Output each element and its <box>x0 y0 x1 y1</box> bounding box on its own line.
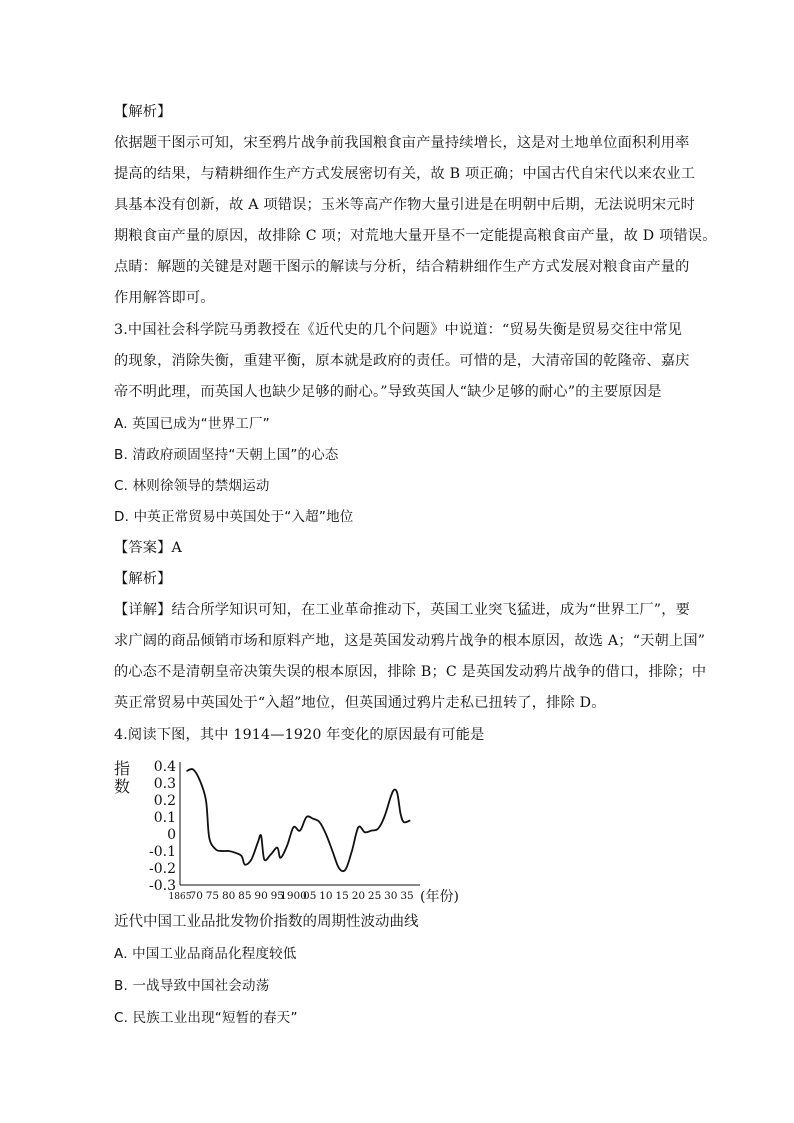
question-3-option-b: B. 清政府顽固坚持“天朝上国”的心态 <box>114 447 339 463</box>
detail-text-line: 求广阔的商品倾销市场和原料产地，这是英国发动鸦片战争的根本原因，故选 A；“天朝上国” <box>114 633 706 649</box>
x-axis-ticks <box>169 890 414 902</box>
y-tick-label: 0.3 <box>153 776 176 792</box>
x-axis-label: (年份) <box>420 889 459 905</box>
section-heading-analysis: 【解析】 <box>114 571 172 587</box>
y-axis-label-char: 指 <box>114 759 131 778</box>
question-3-option-a: A. 英国已成为“世界工厂” <box>114 416 270 432</box>
detail-text-line: 的心态不是清朝皇帝决策失误的根本原因，排除 B；C 是英国发动鸦片战争的借口，排除；中 <box>114 664 707 680</box>
detail-text-line: 【详解】结合所学知识可知，在工业革命推动下，英国工业突飞猛进，成为“世界工厂”，要 <box>114 602 691 618</box>
x-tick-label: 85 <box>238 890 252 902</box>
x-tick-label: 20 <box>351 890 366 902</box>
y-tick-label: -0.2 <box>149 861 176 877</box>
analysis-text-line: 具基本没有创新，故 A 项错误；玉米等高产作物大量引进是在明朝中后期，无法说明宋元时 <box>114 197 695 213</box>
question-4-option-a: A. 中国工业品商品化程度较低 <box>114 946 297 962</box>
analysis-text-line: 期粮食亩产量的原因，故排除 C 项；对荒地大量开垦不一定能提高粮食亩产量，故 D 项错误。 <box>114 228 717 244</box>
x-tick-label: 05 <box>303 890 317 902</box>
question-3-option-d: D. 中英正常贸易中英国处于“入超”地位 <box>114 509 354 525</box>
x-tick-label: 1865 <box>168 892 192 902</box>
x-tick-label: 70 <box>189 890 203 902</box>
y-tick-label: -0.3 <box>149 878 176 894</box>
section-heading-analysis: 【解析】 <box>114 104 172 120</box>
question-3-option-c: C. 林则徐领导的禁烟运动 <box>114 478 270 494</box>
tip-text-line: 点睛：解题的关键是对题干图示的解读与分析，结合精耕细作生产方式发展对粮食亩产量的 <box>114 259 690 275</box>
y-tick-label: 0 <box>167 827 176 843</box>
y-tick-label: -0.1 <box>149 844 176 860</box>
question-3-stem: 3.中国社会科学院马勇教授在《近代史的几个问题》中说道：“贸易失衡是贸易交往中常见 <box>114 322 683 338</box>
y-tick-label: 0.1 <box>153 810 176 826</box>
x-tick-label: 80 <box>221 890 236 902</box>
x-tick-label: 10 <box>319 890 333 902</box>
x-tick-label: 35 <box>400 890 414 902</box>
x-tick-label: 15 <box>335 890 349 902</box>
x-tick-label: 75 <box>205 890 220 902</box>
x-tick-label: 90 <box>254 890 268 902</box>
answer-line: 【答案】A <box>114 540 182 556</box>
question-4-stem: 4.阅读下图，其中 1914—1920 年变化的原因最有可能是 <box>114 727 485 743</box>
tip-text-line: 作用解答即可。 <box>114 290 215 306</box>
y-axis-ticks <box>149 759 176 894</box>
x-tick-label: 25 <box>367 890 382 902</box>
analysis-text-line: 依据题干图示可知，宋至鸦片战争前我国粮食亩产量持续增长，这是对土地单位面积利用率 <box>114 135 690 151</box>
price-index-chart-svg <box>110 752 459 912</box>
series-line-price-index <box>187 769 411 871</box>
chart-caption: 近代中国工业品批发物价指数的周期性波动曲线 <box>114 914 419 930</box>
x-tick-label: 1900 <box>280 890 307 902</box>
price-index-chart <box>110 752 459 912</box>
y-axis-label <box>114 759 130 796</box>
y-tick-label: 0.4 <box>153 759 176 775</box>
x-tick-label: 95 <box>270 890 284 902</box>
y-axis-label-char: 数 <box>114 777 131 796</box>
y-tick-label: 0.2 <box>153 793 176 809</box>
x-tick-label: 30 <box>384 890 398 902</box>
question-3-stem: 帝不明此理，而英国人也缺少足够的耐心。”导致英国人“缺少足够的耐心”的主要原因是 <box>114 384 662 400</box>
question-3-stem: 的现象，消除失衡，重建平衡，原本就是政府的责任。可惜的是，大清帝国的乾隆帝、嘉庆 <box>114 353 690 369</box>
question-4-option-c: C. 民族工业出现“短暂的春天” <box>114 1010 298 1026</box>
question-4-option-b: B. 一战导致中国社会动荡 <box>114 978 270 994</box>
analysis-text-line: 提高的结果，与精耕细作生产方式发展密切有关，故 B 项正确；中国古代自宋代以来农业工 <box>114 166 696 182</box>
detail-text-line: 英正常贸易中英国处于“入超”地位，但英国通过鸦片走私已扭转了，排除 D。 <box>114 695 606 711</box>
